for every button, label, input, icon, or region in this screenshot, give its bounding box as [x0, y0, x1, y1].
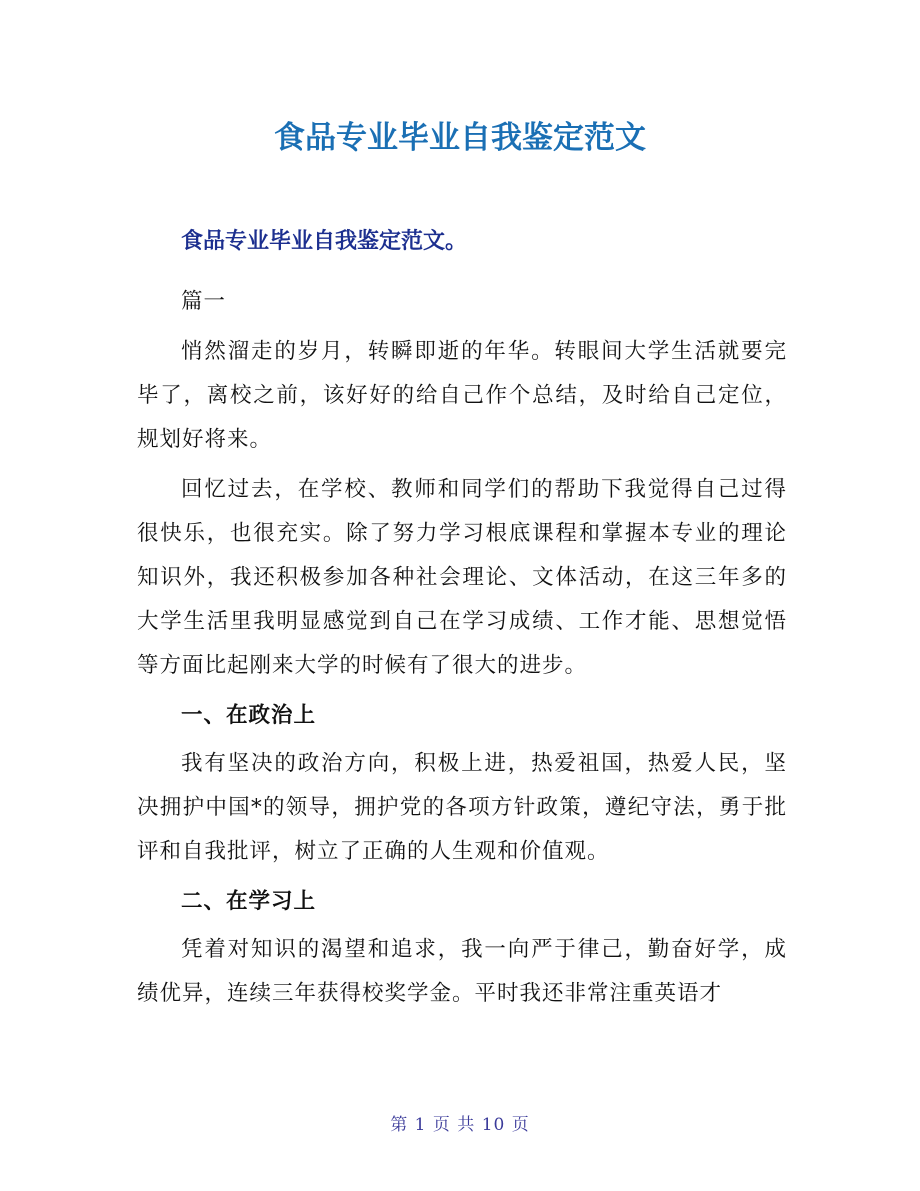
document-title: 食品专业毕业自我鉴定范文 — [274, 120, 646, 156]
document-body — [137, 222, 787, 1022]
paragraph-intro: 悄然溜走的岁月，转瞬即逝的年华。转眼间大学生活就要完毕了，离校之前，该好好的给自己作个总结，及时给自己定位，规划好将来。 — [137, 339, 787, 452]
section-heading-study: 二、在学习上 — [181, 889, 317, 914]
paragraph-politics: 我有坚决的政治方向，积极上进，热爱祖国，热爱人民，坚决拥护中国*的领导，拥护党的各项方针政策，遵纪守法，勇于批评和自我批评，树立了正确的人生观和价值观。 — [137, 751, 787, 864]
paragraph-section-label: 篇一 — [181, 289, 227, 314]
section-heading-politics: 一、在政治上 — [181, 703, 317, 728]
paragraph-study: 凭着对知识的渴望和追求，我一向严于律己，勤奋好学，成绩优异，连续三年获得校奖学金。平时我还非常注重英语才 — [137, 937, 787, 1006]
page-number-footer: 第 1 页 共 10 页 — [390, 1115, 530, 1135]
document-subtitle: 食品专业毕业自我鉴定范文。 — [181, 229, 468, 254]
paragraph-reflection: 回忆过去，在学校、教师和同学们的帮助下我觉得自己过得很快乐，也很充实。除了努力学习根底课程和掌握本专业的理论知识外，我还积极参加各种社会理论、文体活动，在这三年多的大学生活里我明显感觉到自己在学习成绩、工作才能、思想觉悟等方面比起刚来大学的时候有了很大的进步。 — [137, 477, 787, 678]
